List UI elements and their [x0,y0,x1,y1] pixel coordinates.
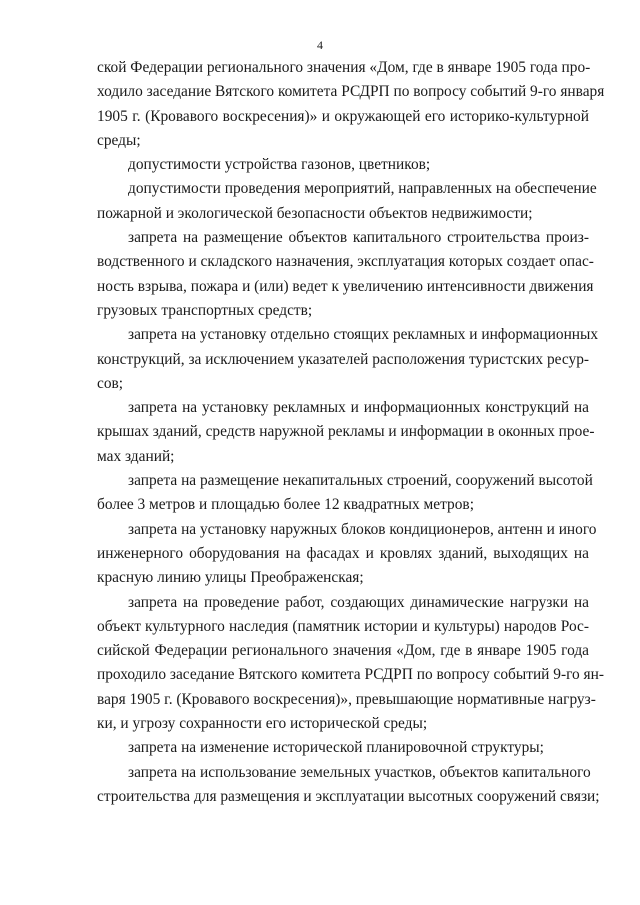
paragraph-line: запрета на установку рекламных и информационных конструкций на [128,399,589,417]
paragraph-line: пожарной и экологической безопасности объектов недвижимости; [97,204,533,222]
paragraph-line: крышах зданий, средств наружной рекламы и информации в оконных прое- [97,423,595,441]
paragraph-line: запрета на установку наружных блоков кондиционеров, антенн и иного [128,520,597,538]
paragraph [97,323,599,396]
paragraph-line: запрета на установку отдельно стоящих рекламных и информационных [128,326,599,344]
paragraph-line: ки, и угрозу сохранности его исторической среды; [97,715,428,733]
paragraph-line: сов; [97,374,124,392]
paragraph-line: допустимости устройства газонов, цветников; [128,156,431,174]
paragraph-line: ской Федерации регионального значения «Дом, где в январе 1905 года про- [97,59,591,76]
paragraph [97,736,589,760]
paragraph-line: инженерного оборудования на фасадах и кровлях зданий, выходящих на [97,544,589,562]
paragraph-line: запрета на проведение работ, создающих динамические нагрузки на [128,593,589,611]
paragraph [97,226,594,323]
paragraph-line: запрета на размещение некапитальных строений, сооружений высотой [128,472,593,490]
paragraph [97,761,600,810]
paragraph-line: варя 1905 г. (Кровавого воскресения)», превышающие нормативные нагруз- [97,690,596,708]
paragraph-line: грузовых транспортных средств; [97,301,313,319]
paragraph-line: строительства для размещения и эксплуатации высотных сооружений связи; [97,787,600,805]
paragraph-line: ность взрыва, пожара и (или) ведет к увеличению интенсивности движения [97,277,594,295]
paragraph [97,469,593,518]
paragraph-line: допустимости проведения мероприятий, направленных на обеспечение [128,180,597,198]
paragraph-line: 1905 г. (Кровавого воскресения)» и окружающей его историко-культурной [97,107,589,125]
document-body [97,56,605,809]
paragraph-line: запрета на размещение объектов капитального строительства произ- [128,229,589,247]
paragraph-line: запрета на использование земельных участков, объектов капитального [128,763,591,781]
paragraph [97,518,597,591]
paragraph [97,177,597,226]
page-number: 4 [317,38,323,52]
paragraph [97,153,589,177]
paragraph-line: конструкций, за исключением указателей расположения туристских ресур- [97,350,590,368]
paragraph-line: мах зданий; [97,447,175,465]
paragraph-line: среды; [97,131,141,149]
paragraph-line: ходило заседание Вятского комитета РСДРП по вопросу событий 9-го января [97,83,605,101]
paragraph-line: сийской Федерации регионального значения «Дом, где в январе 1905 года [97,642,589,660]
paragraph [97,396,595,469]
paragraph-line: объект культурного наследия (памятник истории и культуры) народов Рос- [97,617,589,635]
paragraph [97,591,605,737]
paragraph-line: водственного и складского назначения, эксплуатация которых создает опас- [97,253,594,271]
paragraph [97,56,605,153]
paragraph-line: красную линию улицы Преображенская; [97,569,364,587]
paragraph-line: запрета на изменение исторической планировочной структуры; [128,739,544,757]
paragraph-line: проходило заседание Вятского комитета РСДРП по вопросу событий 9-го ян- [97,666,605,684]
paragraph-line: более 3 метров и площадью более 12 квадратных метров; [97,496,474,514]
